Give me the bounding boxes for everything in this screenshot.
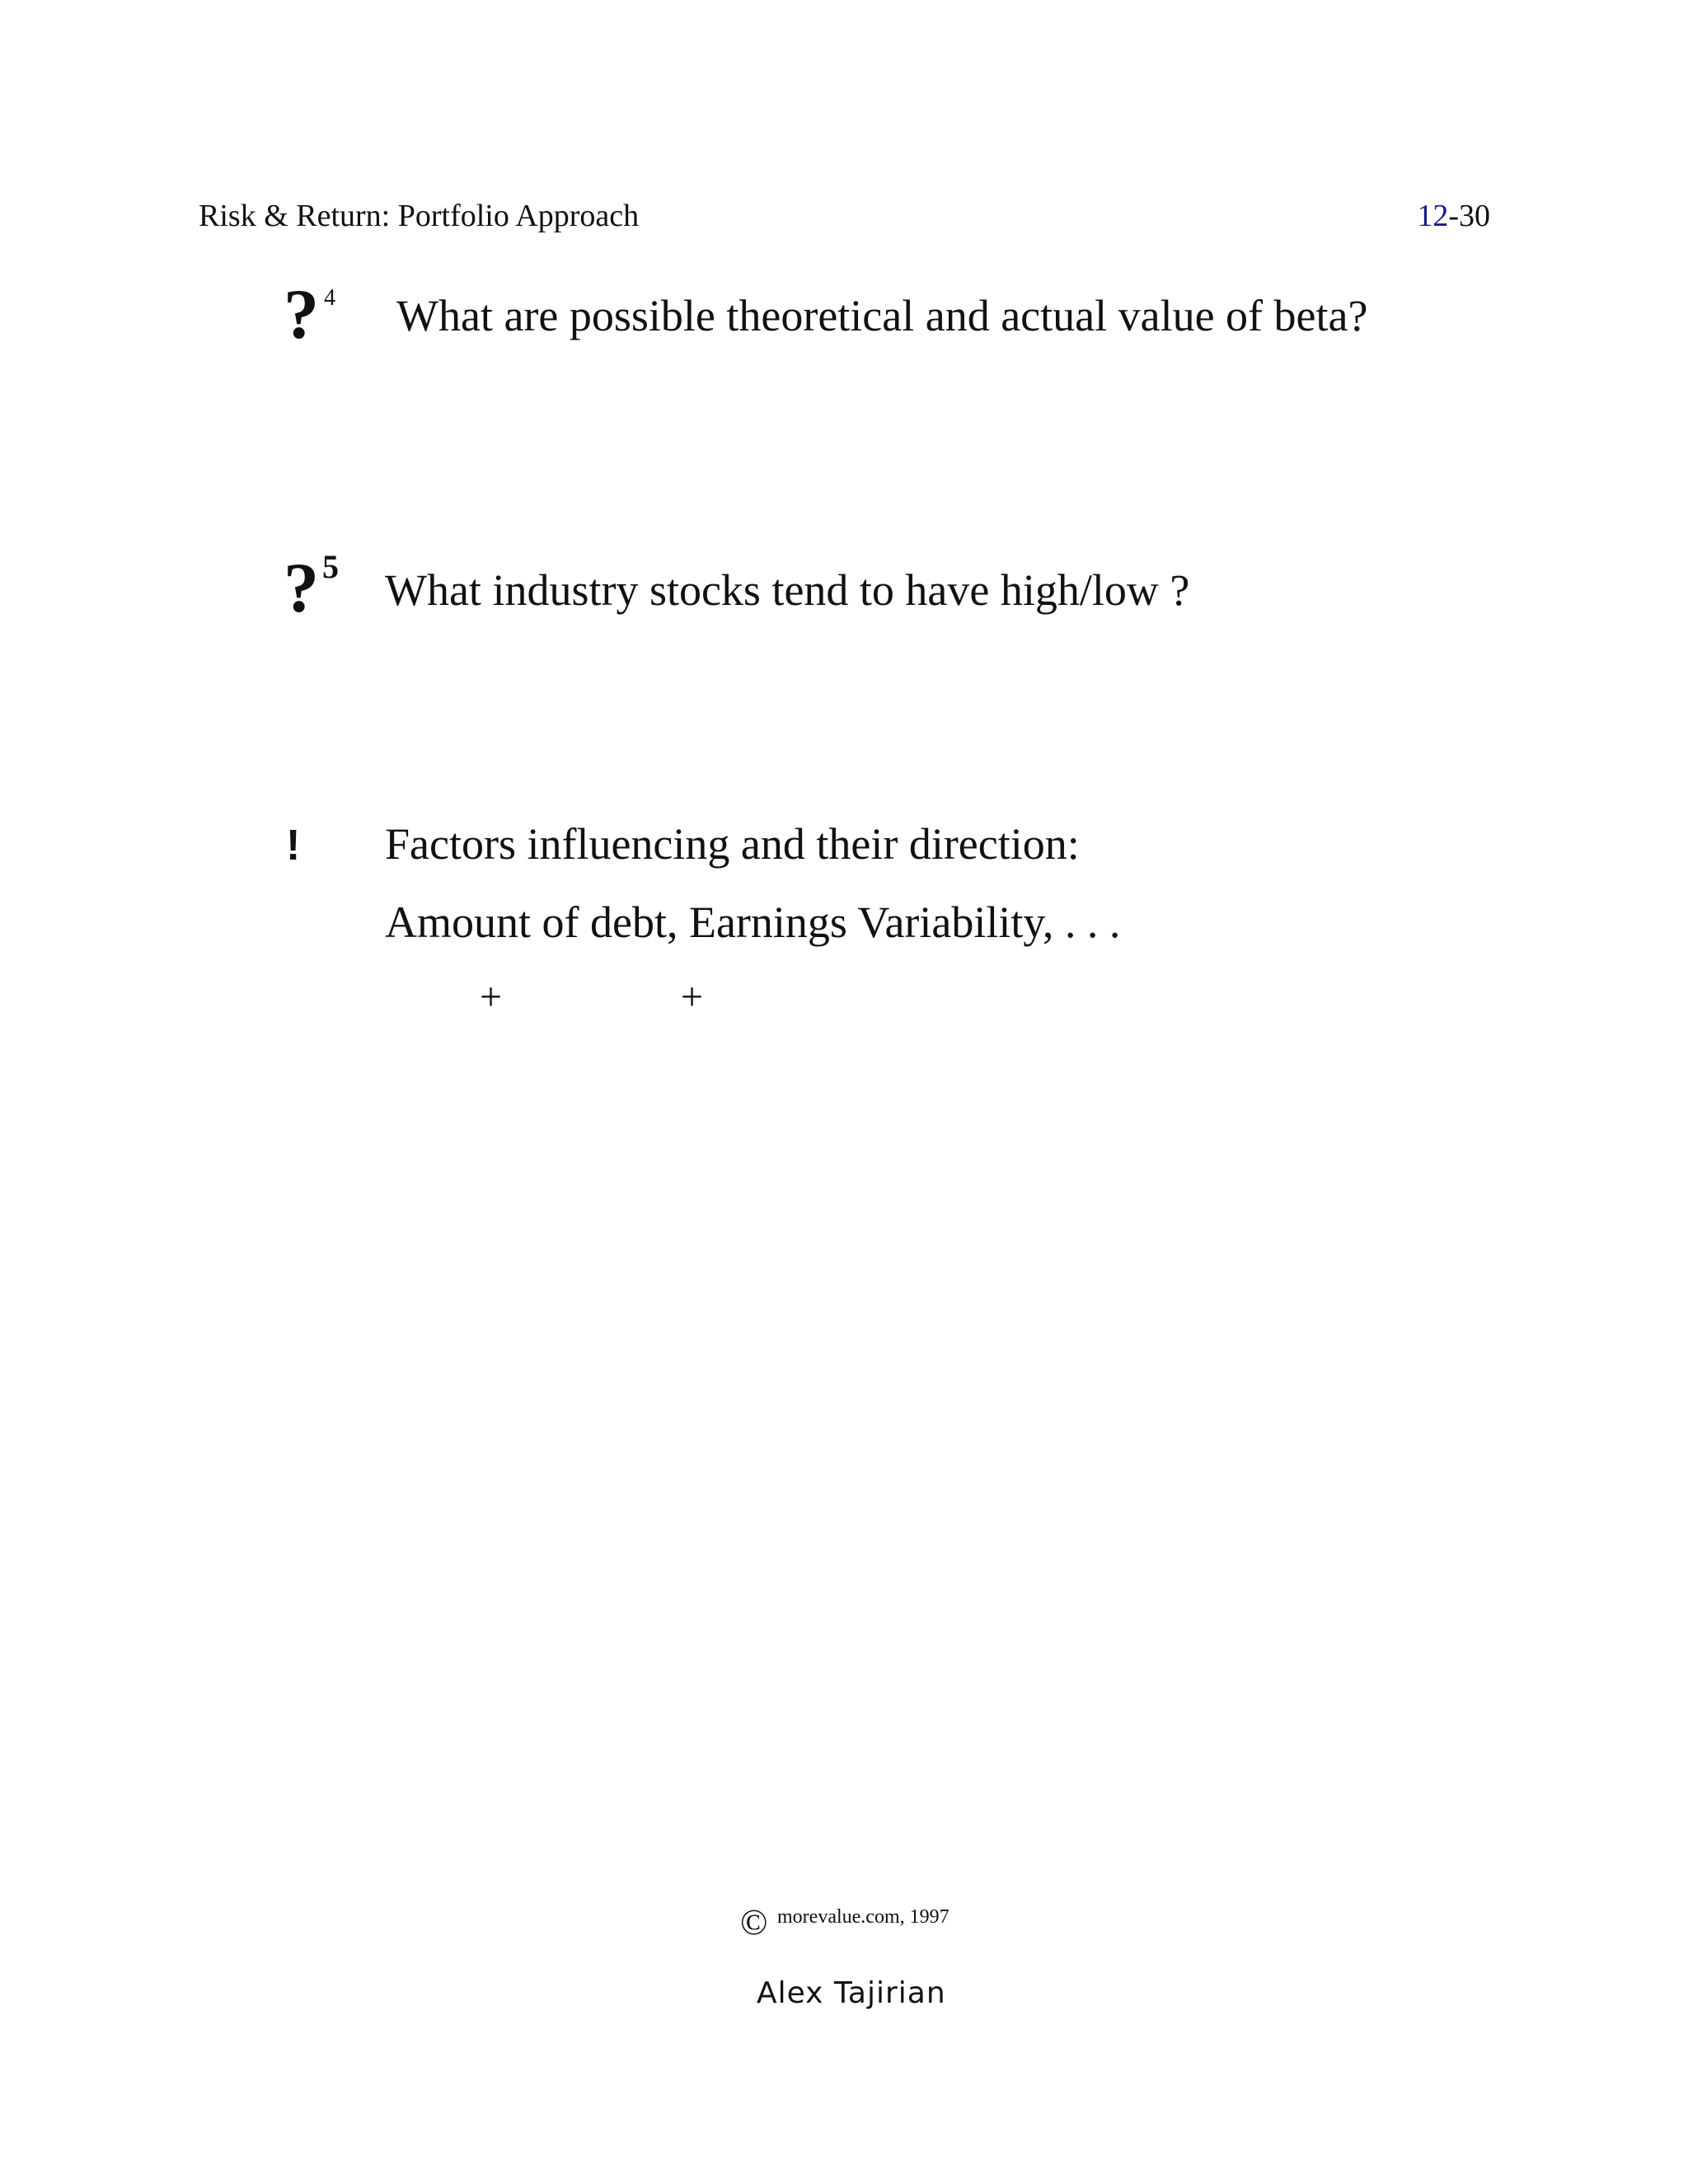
factors-heading: Factors influencing and their direction: — [385, 819, 1080, 869]
question-5-marker — [284, 548, 339, 627]
exclamation-icon: ! — [286, 822, 301, 869]
question-5-number: 5 — [322, 548, 339, 585]
question-4-number: 4 — [324, 285, 335, 311]
variability-direction-sign: + — [681, 975, 704, 1019]
question-4-text: What are possible theoretical and actual value of beta? — [396, 291, 1368, 340]
question-mark-icon: ? — [284, 548, 319, 627]
factors-list: Amount of debt, Earnings Variability, . . . — [385, 898, 1121, 947]
question-mark-icon: ? — [284, 274, 319, 354]
question-4-marker — [284, 274, 335, 354]
debt-direction-sign: + — [480, 975, 503, 1019]
page-number-suffix: -30 — [1448, 199, 1490, 233]
question-5-text: What industry stocks tend to have high/low ? — [385, 565, 1190, 615]
author-name: Alex Tajirian — [757, 1976, 946, 2010]
copyright-text: morevalue.com, 1997 — [777, 1906, 950, 1928]
page-number — [1417, 198, 1490, 234]
page-header-title: Risk & Return: Portfolio Approach — [199, 199, 640, 233]
copyright-icon: © — [740, 1902, 768, 1943]
chapter-number: 12 — [1417, 199, 1449, 233]
